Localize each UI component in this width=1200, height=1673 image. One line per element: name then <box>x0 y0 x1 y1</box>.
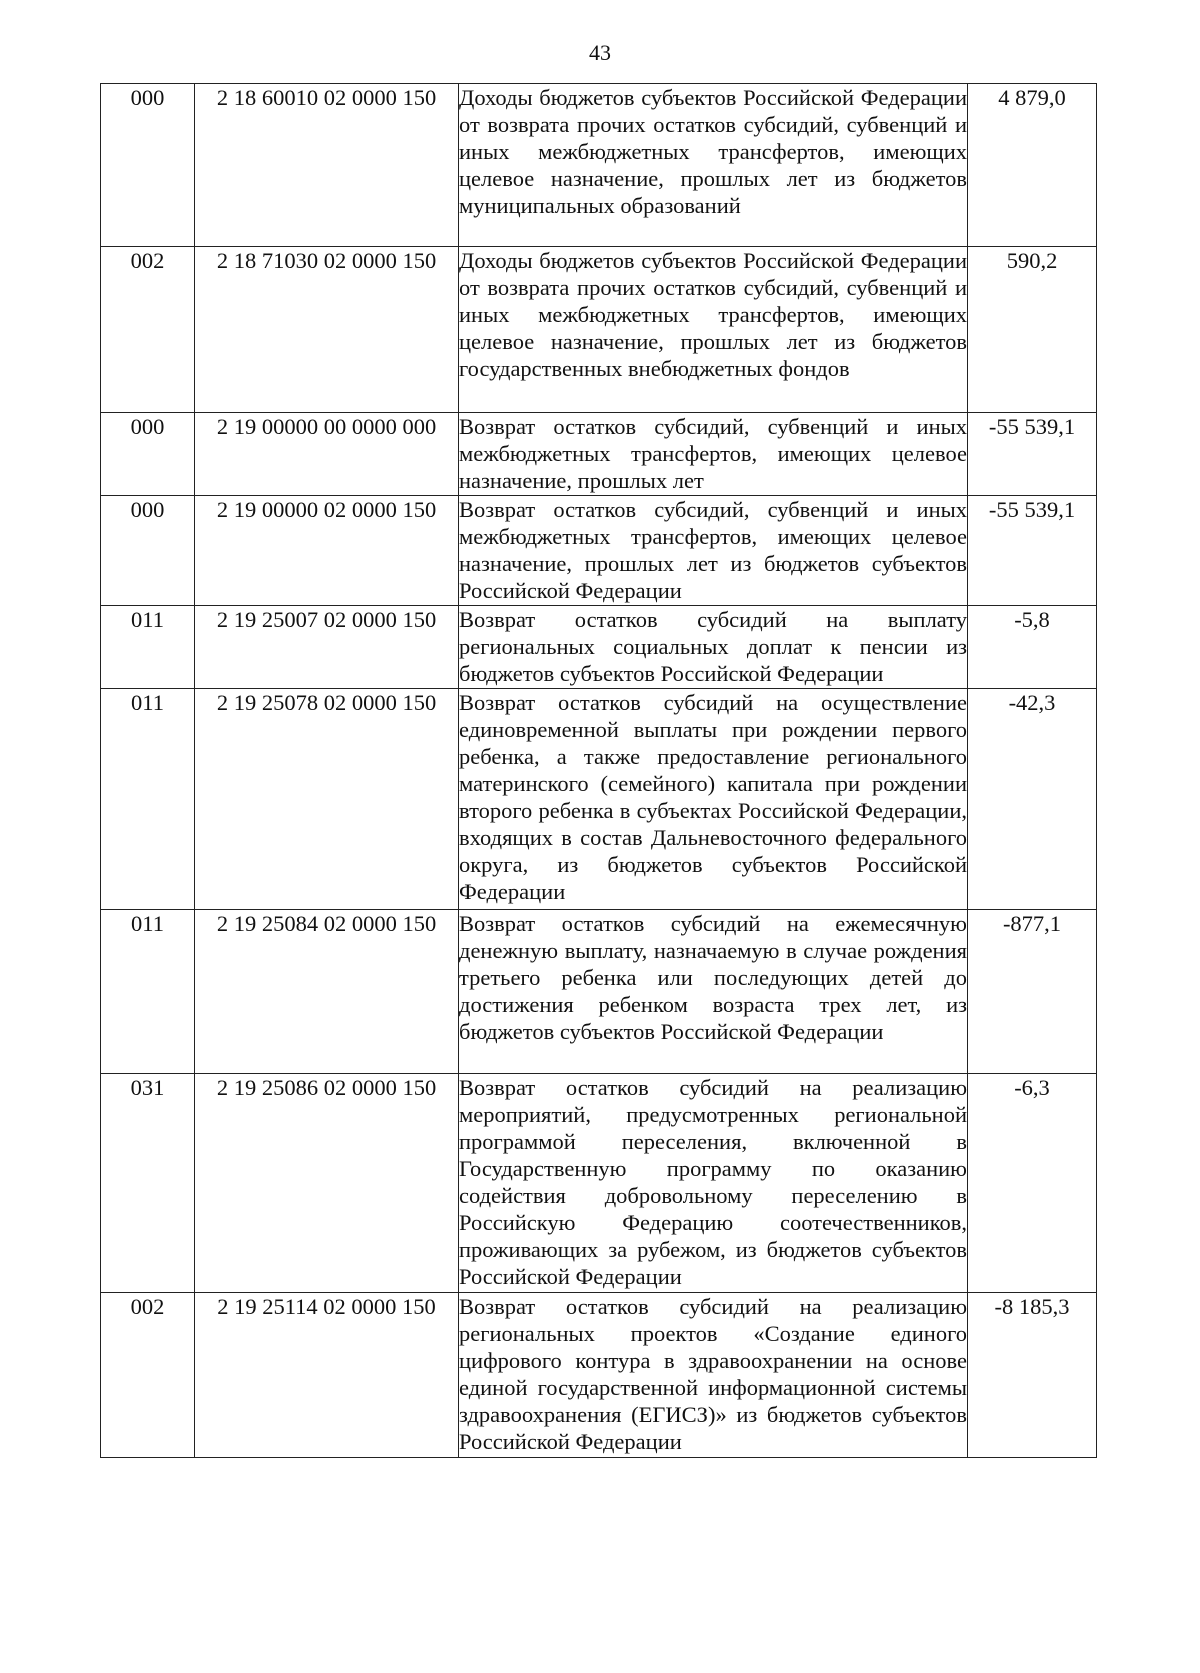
amount-cell: -55 539,1 <box>968 496 1097 606</box>
admin-code-cell: 011 <box>101 689 195 910</box>
revenue-name-cell: Возврат остатков субсидий, субвенций и иных межбюджетных трансфертов, имеющих целевое назначение, прошлых лет <box>459 413 968 496</box>
revenue-name-cell: Доходы бюджетов субъектов Российской Федерации от возврата прочих остатков субсидий, субвенций и иных межбюджетных трансфертов, имеющих целевое назначение, прошлых лет из бюджетов муниципальных образований <box>459 84 968 247</box>
amount-cell: -8 185,3 <box>968 1293 1097 1458</box>
amount-cell: -5,8 <box>968 606 1097 689</box>
budget-revenue-table <box>100 83 1097 1458</box>
admin-code-cell: 000 <box>101 413 195 496</box>
admin-code-cell: 002 <box>101 247 195 413</box>
classification-code-cell: 2 19 00000 02 0000 150 <box>195 496 459 606</box>
amount-cell: -55 539,1 <box>968 413 1097 496</box>
admin-code-cell: 000 <box>101 84 195 247</box>
revenue-name-cell: Возврат остатков субсидий на ежемесячную денежную выплату, назначаемую в случае рождения третьего ребенка или последующих детей до достижения ребенком возраста трех лет, из бюджетов субъектов Российской Федерации <box>459 910 968 1074</box>
amount-cell: -6,3 <box>968 1074 1097 1293</box>
classification-code-cell: 2 19 25078 02 0000 150 <box>195 689 459 910</box>
page-number: 43 <box>589 40 611 65</box>
admin-code-cell: 031 <box>101 1074 195 1293</box>
admin-code-cell: 002 <box>101 1293 195 1458</box>
revenue-name-cell: Доходы бюджетов субъектов Российской Федерации от возврата прочих остатков субсидий, субвенций и иных межбюджетных трансфертов, имеющих целевое назначение, прошлых лет из бюджетов государственных внебюджетных фондов <box>459 247 968 413</box>
admin-code-cell: 011 <box>101 910 195 1074</box>
classification-code-cell: 2 18 71030 02 0000 150 <box>195 247 459 413</box>
table-row <box>101 247 1097 413</box>
classification-code-cell: 2 19 00000 00 0000 000 <box>195 413 459 496</box>
amount-cell: -877,1 <box>968 910 1097 1074</box>
revenue-name-cell: Возврат остатков субсидий на реализацию мероприятий, предусмотренных региональной программой переселения, включенной в Государственную программу по оказанию содействия добровольному переселению в Российскую Федерацию соотечественников, проживающих за рубежом, из бюджетов субъектов Российской Федерации <box>459 1074 968 1293</box>
table-row <box>101 496 1097 606</box>
classification-code-cell: 2 19 25084 02 0000 150 <box>195 910 459 1074</box>
amount-cell: 590,2 <box>968 247 1097 413</box>
amount-cell: 4 879,0 <box>968 84 1097 247</box>
revenue-name-cell: Возврат остатков субсидий на реализацию региональных проектов «Создание единого цифрового контура в здравоохранении на основе единой государственной информационной системы здравоохранения (ЕГИСЗ)» из бюджетов субъектов Российской Федерации <box>459 1293 968 1458</box>
classification-code-cell: 2 19 25114 02 0000 150 <box>195 1293 459 1458</box>
revenue-name-cell: Возврат остатков субсидий, субвенций и иных межбюджетных трансфертов, имеющих целевое назначение, прошлых лет из бюджетов субъектов Российской Федерации <box>459 496 968 606</box>
table-row <box>101 1074 1097 1293</box>
classification-code-cell: 2 18 60010 02 0000 150 <box>195 84 459 247</box>
table-row <box>101 84 1097 247</box>
admin-code-cell: 000 <box>101 496 195 606</box>
classification-code-cell: 2 19 25086 02 0000 150 <box>195 1074 459 1293</box>
table-row <box>101 689 1097 910</box>
revenue-name-cell: Возврат остатков субсидий на выплату региональных социальных доплат к пенсии из бюджетов субъектов Российской Федерации <box>459 606 968 689</box>
table-row <box>101 1293 1097 1458</box>
classification-code-cell: 2 19 25007 02 0000 150 <box>195 606 459 689</box>
table-row <box>101 606 1097 689</box>
table-row <box>101 910 1097 1074</box>
table-row <box>101 413 1097 496</box>
admin-code-cell: 011 <box>101 606 195 689</box>
revenue-name-cell: Возврат остатков субсидий на осуществление единовременной выплаты при рождении первого ребенка, а также предоставление регионального материнского (семейного) капитала при рождении второго ребенка в субъектах Российской Федерации, входящих в состав Дальневосточного федерального округа, из бюджетов субъектов Российской Федерации <box>459 689 968 910</box>
amount-cell: -42,3 <box>968 689 1097 910</box>
